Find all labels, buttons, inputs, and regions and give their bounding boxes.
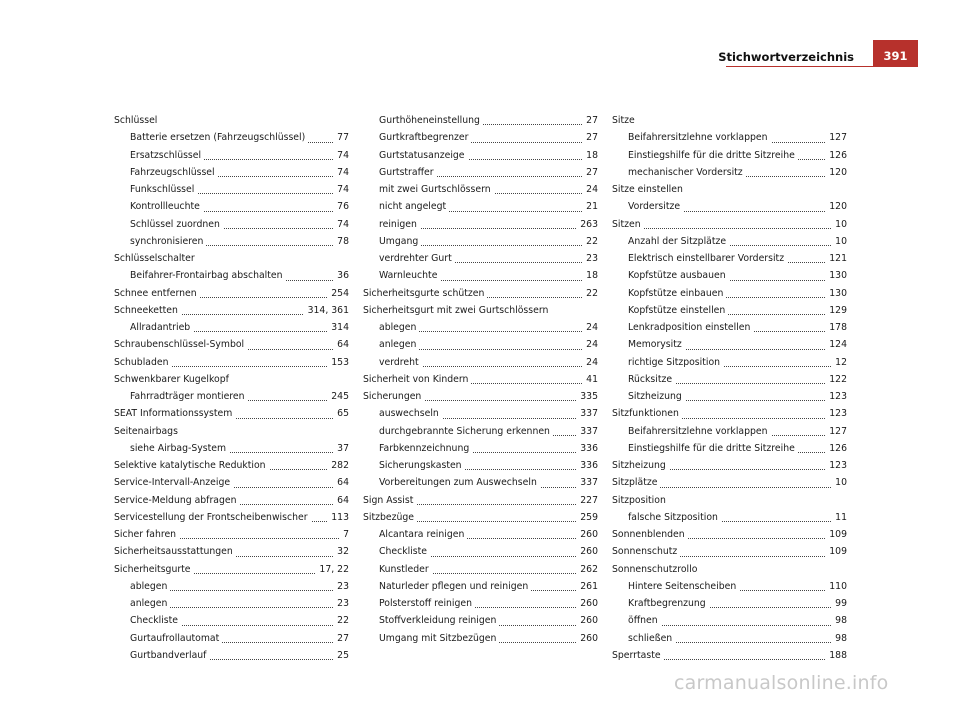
entry-page-ref: 153 (327, 354, 349, 371)
entry-text: verdrehter Gurt (379, 253, 455, 264)
index-subentry (612, 250, 847, 267)
entry-page-ref: 10 (831, 233, 847, 250)
entry-text: Schraubenschlüssel-Symbol (114, 339, 247, 350)
index-subentry (114, 181, 349, 198)
entry-text: Einstiegshilfe für die dritte Sitzreihe (628, 150, 798, 161)
entry-page-ref: 22 (333, 612, 349, 629)
entry-page-ref: 64 (333, 474, 349, 491)
entry-text: Schneeketten (114, 305, 181, 316)
entry-page-ref: 263 (576, 216, 598, 233)
entry-page-ref: 336 (576, 440, 598, 457)
entry-page-ref: 32 (333, 543, 349, 560)
index-subentry (363, 198, 598, 215)
index-entry (114, 474, 349, 491)
entry-text: Sitzheizung (612, 460, 669, 471)
entry-page-ref: 78 (333, 233, 349, 250)
entry-page-ref: 23 (582, 250, 598, 267)
index-subentry (363, 164, 598, 181)
index-entry (363, 371, 598, 388)
entry-page-ref: 22 (582, 285, 598, 302)
index-entry (612, 492, 847, 509)
entry-text: Fahrzeugschlüssel (130, 167, 218, 178)
header-rule (726, 66, 918, 67)
entry-text: Sitze einstellen (612, 184, 686, 195)
index-subentry (612, 302, 847, 319)
entry-text: Servicestellung der Frontscheibenwischer (114, 512, 311, 523)
entry-text: Schlüsselschalter (114, 253, 198, 264)
entry-text: Schlüssel zuordnen (130, 219, 223, 230)
index-subentry (363, 112, 598, 129)
page-header (0, 48, 960, 70)
index-subentry (612, 388, 847, 405)
entry-text: siehe Airbag-System (130, 443, 229, 454)
index-entry (114, 250, 349, 267)
entry-page-ref: 109 (825, 543, 847, 560)
entry-text: Service-Intervall-Anzeige (114, 477, 233, 488)
entry-text: Sicherheitsgurte (114, 564, 194, 575)
entry-page-ref: 129 (825, 302, 847, 319)
entry-page-ref: 227 (576, 492, 598, 509)
index-subentry (114, 595, 349, 612)
entry-page-ref: 74 (333, 181, 349, 198)
entry-text: Schubladen (114, 357, 172, 368)
index-entry (114, 457, 349, 474)
index-subentry (114, 578, 349, 595)
entry-text: nicht angelegt (379, 201, 449, 212)
entry-page-ref: 17, 22 (315, 561, 349, 578)
index-entry (114, 561, 349, 578)
entry-page-ref: 10 (831, 216, 847, 233)
entry-text: Naturleder pflegen und reinigen (379, 581, 531, 592)
index-entry (114, 336, 349, 353)
entry-page-ref: 64 (333, 336, 349, 353)
index-column-2 (363, 112, 598, 647)
index-subentry (363, 457, 598, 474)
index-subentry (363, 216, 598, 233)
entry-page-ref: 27 (582, 112, 598, 129)
entry-page-ref: 314, 361 (304, 302, 349, 319)
index-subentry (363, 595, 598, 612)
index-entry (114, 371, 349, 388)
entry-text: ablegen (130, 581, 170, 592)
index-subentry (114, 198, 349, 215)
index-subentry (114, 630, 349, 647)
index-subentry (363, 233, 598, 250)
entry-page-ref: 120 (825, 164, 847, 181)
index-subentry (114, 216, 349, 233)
index-subentry (612, 371, 847, 388)
entry-text: mechanischer Vordersitz (628, 167, 746, 178)
index-subentry (114, 147, 349, 164)
entry-page-ref: 23 (333, 578, 349, 595)
entry-text: Sitzbezüge (363, 512, 417, 523)
entry-text: Kraftbegrenzung (628, 598, 709, 609)
entry-page-ref: 126 (825, 440, 847, 457)
entry-text: Umgang (379, 236, 421, 247)
index-entry (612, 112, 847, 129)
dot-leader (612, 228, 847, 229)
entry-text: Gurthöheneinstellung (379, 115, 483, 126)
index-entry (114, 492, 349, 509)
entry-text: schließen (628, 633, 675, 644)
entry-text: öffnen (628, 615, 661, 626)
watermark: carmanualsonline.info (674, 672, 889, 694)
index-entry (363, 388, 598, 405)
entry-page-ref: 337 (576, 474, 598, 491)
entry-text: Warnleuchte (379, 270, 440, 281)
entry-text: reinigen (379, 219, 420, 230)
entry-text: anlegen (130, 598, 170, 609)
entry-text: auswechseln (379, 408, 442, 419)
entry-page-ref: 178 (825, 319, 847, 336)
index-entry (363, 302, 598, 319)
index-subentry (363, 578, 598, 595)
index-subentry (612, 612, 847, 629)
entry-page-ref: 99 (831, 595, 847, 612)
index-subentry (612, 147, 847, 164)
entry-page-ref: 282 (327, 457, 349, 474)
index-subentry (114, 319, 349, 336)
index-subentry (114, 440, 349, 457)
entry-text: Schlüssel (114, 115, 160, 126)
index-subentry (612, 319, 847, 336)
index-subentry (114, 164, 349, 181)
entry-text: Sicherungskasten (379, 460, 465, 471)
entry-page-ref: 74 (333, 164, 349, 181)
entry-page-ref: 24 (582, 336, 598, 353)
entry-page-ref: 245 (327, 388, 349, 405)
entry-text: Sitzheizung (628, 391, 685, 402)
entry-page-ref: 27 (582, 129, 598, 146)
entry-page-ref: 98 (831, 630, 847, 647)
entry-text: Gurtstraffer (379, 167, 437, 178)
index-entry (363, 285, 598, 302)
index-entry (114, 302, 349, 319)
index-entry (114, 509, 349, 526)
entry-page-ref: 77 (333, 129, 349, 146)
index-entry (114, 354, 349, 371)
entry-text: Sicherheitsgurt mit zwei Gurtschlössern (363, 305, 551, 316)
entry-text: Sitzfunktionen (612, 408, 682, 419)
index-subentry (612, 129, 847, 146)
entry-text: Batterie ersetzen (Fahrzeugschlüssel) (130, 132, 308, 143)
index-subentry (363, 147, 598, 164)
entry-text: falsche Sitzposition (628, 512, 721, 523)
entry-text: Stoffverkleidung reinigen (379, 615, 499, 626)
entry-text: Fahrradträger montieren (130, 391, 248, 402)
index-subentry (363, 405, 598, 422)
entry-text: Anzahl der Sitzplätze (628, 236, 729, 247)
entry-text: Farbkennzeichnung (379, 443, 472, 454)
entry-page-ref: 109 (825, 526, 847, 543)
entry-text: Einstiegshilfe für die dritte Sitzreihe (628, 443, 798, 454)
entry-text: Elektrisch einstellbarer Vordersitz (628, 253, 787, 264)
index-subentry (612, 509, 847, 526)
index-subentry (114, 267, 349, 284)
entry-text: Sperrtaste (612, 650, 664, 661)
index-subentry (363, 250, 598, 267)
entry-page-ref: 24 (582, 319, 598, 336)
entry-text: Sicherheit von Kindern (363, 374, 471, 385)
entry-page-ref: 127 (825, 129, 847, 146)
index-subentry (612, 336, 847, 353)
entry-page-ref: 64 (333, 492, 349, 509)
entry-page-ref: 23 (333, 595, 349, 612)
entry-text: Sicherheitsausstattungen (114, 546, 236, 557)
entry-page-ref: 337 (576, 423, 598, 440)
entry-page-ref: 74 (333, 147, 349, 164)
entry-page-ref: 76 (333, 198, 349, 215)
entry-text: Seitenairbags (114, 426, 181, 437)
entry-page-ref: 11 (831, 509, 847, 526)
entry-page-ref: 127 (825, 423, 847, 440)
entry-page-ref: 254 (327, 285, 349, 302)
entry-page-ref: 65 (333, 405, 349, 422)
index-entry (612, 526, 847, 543)
entry-page-ref: 110 (825, 578, 847, 595)
entry-page-ref: 120 (825, 198, 847, 215)
entry-page-ref: 314 (327, 319, 349, 336)
entry-page-ref: 36 (333, 267, 349, 284)
entry-text: Sicherungen (363, 391, 424, 402)
entry-page-ref: 22 (582, 233, 598, 250)
entry-text: Umgang mit Sitzbezügen (379, 633, 499, 644)
entry-text: Sitzen (612, 219, 644, 230)
entry-page-ref: 260 (576, 630, 598, 647)
entry-text: verdreht (379, 357, 422, 368)
index-entry (612, 457, 847, 474)
index-subentry (612, 198, 847, 215)
entry-page-ref: 98 (831, 612, 847, 629)
entry-page-ref: 113 (327, 509, 349, 526)
entry-page-ref: 261 (576, 578, 598, 595)
index-subentry (612, 423, 847, 440)
entry-text: Kopfstütze einstellen (628, 305, 728, 316)
index-subentry (612, 164, 847, 181)
entry-page-ref: 18 (582, 147, 598, 164)
index-subentry (114, 388, 349, 405)
entry-text: Schnee entfernen (114, 288, 200, 299)
index-subentry (363, 267, 598, 284)
entry-text: Hintere Seitenscheiben (628, 581, 739, 592)
entry-text: Checkliste (130, 615, 181, 626)
entry-page-ref: 27 (582, 164, 598, 181)
entry-page-ref: 336 (576, 457, 598, 474)
index-subentry (363, 181, 598, 198)
index-subentry (363, 440, 598, 457)
index-entry (612, 474, 847, 491)
header-title: Stichwortverzeichnis (718, 50, 854, 64)
entry-text: Funkschlüssel (130, 184, 197, 195)
index-subentry (363, 319, 598, 336)
entry-page-ref: 12 (831, 354, 847, 371)
entry-page-ref: 260 (576, 595, 598, 612)
entry-text: Sicherheitsgurte schützen (363, 288, 487, 299)
index-entry (612, 561, 847, 578)
entry-text: SEAT Informationssystem (114, 408, 235, 419)
entry-text: richtige Sitzposition (628, 357, 723, 368)
entry-text: Sicher fahren (114, 529, 179, 540)
entry-text: Gurtbandverlauf (130, 650, 209, 661)
entry-page-ref: 188 (825, 647, 847, 664)
entry-page-ref: 24 (582, 354, 598, 371)
index-subentry (612, 354, 847, 371)
entry-text: Selektive katalytische Reduktion (114, 460, 269, 471)
entry-page-ref: 259 (576, 509, 598, 526)
index-subentry (612, 630, 847, 647)
entry-page-ref: 335 (576, 388, 598, 405)
entry-text: Kontrollleuchte (130, 201, 203, 212)
entry-text: Sonnenschutz (612, 546, 680, 557)
entry-text: Memorysitz (628, 339, 685, 350)
index-column-3 (612, 112, 847, 664)
entry-text: Ersatzschlüssel (130, 150, 204, 161)
entry-text: Sign Assist (363, 495, 416, 506)
entry-text: Service-Meldung abfragen (114, 495, 240, 506)
index-subentry (363, 336, 598, 353)
entry-text: ablegen (379, 322, 419, 333)
index-entry (114, 285, 349, 302)
entry-text: Vorbereitungen zum Auswechseln (379, 477, 540, 488)
entry-page-ref: 7 (339, 526, 349, 543)
entry-text: Gurtstatusanzeige (379, 150, 468, 161)
entry-text: Beifahrersitzlehne vorklappen (628, 426, 771, 437)
index-subentry (363, 129, 598, 146)
entry-text: Checkliste (379, 546, 430, 557)
index-subentry (363, 612, 598, 629)
index-entry (363, 492, 598, 509)
entry-page-ref: 25 (333, 647, 349, 664)
index-entry (612, 647, 847, 664)
entry-text: Alcantara reinigen (379, 529, 467, 540)
index-entry (114, 543, 349, 560)
index-subentry (114, 129, 349, 146)
entry-page-ref: 10 (831, 474, 847, 491)
entry-text: Kunstleder (379, 564, 432, 575)
index-subentry (114, 233, 349, 250)
index-entry (114, 112, 349, 129)
index-subentry (612, 285, 847, 302)
entry-page-ref: 27 (333, 630, 349, 647)
index-subentry (363, 354, 598, 371)
index-subentry (363, 543, 598, 560)
entry-page-ref: 41 (582, 371, 598, 388)
entry-page-ref: 262 (576, 561, 598, 578)
entry-text: anlegen (379, 339, 419, 350)
entry-text: Lenkradposition einstellen (628, 322, 753, 333)
entry-page-ref: 124 (825, 336, 847, 353)
entry-page-ref: 21 (582, 198, 598, 215)
entry-page-ref: 24 (582, 181, 598, 198)
entry-page-ref: 123 (825, 388, 847, 405)
entry-page-ref: 260 (576, 543, 598, 560)
index-entry (114, 405, 349, 422)
index-subentry (363, 561, 598, 578)
index-subentry (114, 647, 349, 664)
entry-text: Sonnenblenden (612, 529, 688, 540)
entry-page-ref: 130 (825, 285, 847, 302)
index-entry (612, 216, 847, 233)
entry-page-ref: 130 (825, 267, 847, 284)
entry-text: Vordersitze (628, 201, 683, 212)
entry-text: Kopfstütze einbauen (628, 288, 726, 299)
entry-text: Allradantrieb (130, 322, 193, 333)
entry-page-ref: 74 (333, 216, 349, 233)
entry-page-ref: 121 (825, 250, 847, 267)
index-subentry (612, 440, 847, 457)
index-entry (612, 405, 847, 422)
entry-page-ref: 126 (825, 147, 847, 164)
entry-text: Gurtkraftbegrenzer (379, 132, 471, 143)
index-subentry (114, 612, 349, 629)
entry-text: Sonnenschutzrollo (612, 564, 700, 575)
index-subentry (363, 423, 598, 440)
index-subentry (612, 267, 847, 284)
index-entry (363, 509, 598, 526)
index-entry (114, 526, 349, 543)
index-subentry (363, 474, 598, 491)
entry-text: mit zwei Gurtschlössern (379, 184, 494, 195)
entry-text: Beifahrersitzlehne vorklappen (628, 132, 771, 143)
index-subentry (363, 526, 598, 543)
entry-text: Rücksitze (628, 374, 675, 385)
entry-text: Kopfstütze ausbauen (628, 270, 729, 281)
entry-text: Beifahrer-Frontairbag abschalten (130, 270, 286, 281)
index-entry (612, 543, 847, 560)
entry-page-ref: 37 (333, 440, 349, 457)
index-subentry (612, 233, 847, 250)
index-subentry (363, 630, 598, 647)
entry-page-ref: 18 (582, 267, 598, 284)
entry-page-ref: 123 (825, 457, 847, 474)
entry-text: Sitzplätze (612, 477, 660, 488)
index-entry (612, 181, 847, 198)
entry-text: Polsterstoff reinigen (379, 598, 475, 609)
entry-text: Gurtaufrollautomat (130, 633, 222, 644)
entry-page-ref: 122 (825, 371, 847, 388)
entry-text: synchronisieren (130, 236, 206, 247)
index-subentry (612, 595, 847, 612)
page-number-badge: 391 (873, 40, 918, 66)
index-subentry (612, 578, 847, 595)
index-column-1 (114, 112, 349, 664)
entry-text: durchgebrannte Sicherung erkennen (379, 426, 553, 437)
index-entry (114, 423, 349, 440)
entry-page-ref: 260 (576, 526, 598, 543)
entry-text: Schwenkbarer Kugelkopf (114, 374, 232, 385)
entry-text: Sitze (612, 115, 638, 126)
entry-page-ref: 260 (576, 612, 598, 629)
entry-page-ref: 123 (825, 405, 847, 422)
entry-page-ref: 337 (576, 405, 598, 422)
entry-text: Sitzposition (612, 495, 669, 506)
